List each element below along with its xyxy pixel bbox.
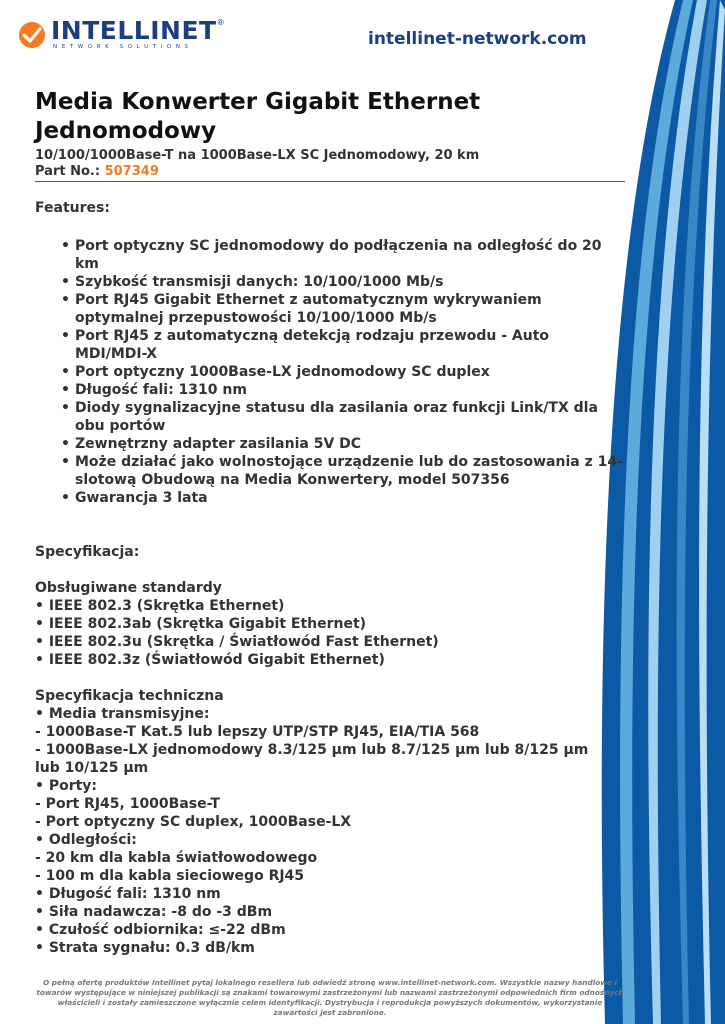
technical-spec-list [35, 705, 625, 957]
feature-text: Może działać jako wolnostojące urządzenie lub do zastosowania z 14-slotową Obudową na Media Konwertery, model 507356 [75, 454, 623, 488]
feature-text: Port optyczny 1000Base-LX jednomodowy SC duplex [75, 364, 490, 380]
technical-spec-item: - 1000Base-T Kat.5 lub lepszy UTP/STP RJ45, EIA/TIA 568 [35, 724, 480, 740]
technical-spec-item: • Odległości: [35, 832, 137, 848]
feature-item [61, 381, 625, 399]
standard-item: • IEEE 802.3 (Skrętka Ethernet) [35, 598, 285, 614]
footer-line: właścicieli i zostały zamieszczone wyłącznie celem identyfikacji. Dystrybucja i reprodukcja powyższych dokumentów, wykorzystanie [57, 998, 603, 1007]
feature-text: Zewnętrzny adapter zasilania 5V DC [75, 436, 362, 452]
footer-line: zawartości jest zabronione. [273, 1008, 387, 1017]
feature-text: Port RJ45 z automatyczną detekcją rodzaju przewodu - Auto MDI/MDI-X [75, 328, 550, 362]
feature-item [61, 273, 625, 291]
technical-spec-item: - 20 km dla kabla światłowodowego [35, 850, 318, 866]
technical-spec-item: lub 10/125 µm [35, 760, 149, 776]
technical-spec-item: • Porty: [35, 778, 98, 794]
footer-line: O pełną ofertę produktów Intellinet pytaj lokalnego resellera lub odwiedź stronę www.intellinet-network.com. Wszystkie nazwy handlowe i [43, 978, 617, 987]
features-heading: Features: [35, 200, 110, 216]
feature-item [61, 435, 625, 453]
part-number: 507349 [104, 164, 159, 179]
technical-spec-item: • Media transmisyjne: [35, 706, 210, 722]
part-number-line [35, 164, 625, 180]
site-url: intellinet-network.com [368, 29, 587, 49]
technical-heading: Specyfikacja techniczna [35, 688, 224, 704]
bullet-icon: • [61, 490, 70, 506]
bullet-icon: • [61, 328, 70, 344]
datasheet-content [35, 88, 625, 957]
standards-list [35, 597, 625, 669]
product-subtitle: 10/100/1000Base-T na 1000Base-LX SC Jednomodowy, 20 km [35, 148, 480, 163]
specs-heading: Specyfikacja: [35, 544, 140, 560]
legal-footer [30, 978, 630, 1018]
technical-spec-item: • Czułość odbiornika: ≤-22 dBm [35, 922, 286, 938]
technical-spec-item: - Port optyczny SC duplex, 1000Base-LX [35, 814, 352, 830]
bullet-icon: • [61, 292, 70, 308]
header-divider [35, 181, 625, 182]
feature-item [61, 327, 625, 363]
feature-item [61, 489, 625, 507]
standard-item: • IEEE 802.3u (Skrętka / Światłowód Fast Ethernet) [35, 634, 439, 650]
feature-item [61, 399, 625, 435]
feature-text: Port RJ45 Gigabit Ethernet z automatycznym wykrywaniem optymalnej przepustowości 10/100/1000 Mb/s [75, 292, 542, 326]
footer-line: towarów występujące w niniejszej publikacji są znakami towarowymi zastrzeżonymi lub nazwami zastrzeżonymi odpowiednich firm odnośnych [36, 988, 624, 997]
intellinet-logo-icon [18, 21, 46, 49]
bullet-icon: • [61, 382, 70, 398]
bullet-icon: • [61, 400, 70, 416]
feature-text: Długość fali: 1310 nm [75, 382, 247, 398]
feature-item [61, 291, 625, 327]
standard-item: • IEEE 802.3ab (Skrętka Gigabit Ethernet) [35, 616, 367, 632]
feature-item [61, 363, 625, 381]
intellinet-logo [18, 18, 225, 51]
logo-wordmark: INTELLINET [51, 16, 217, 45]
technical-spec-item: • Strata sygnału: 0.3 dB/km [35, 940, 255, 956]
standards-heading: Obsługiwane standardy [35, 580, 222, 596]
technical-spec-item: • Długość fali: 1310 nm [35, 886, 221, 902]
standard-item: • IEEE 802.3z (Światłowód Gigabit Ethernet) [35, 652, 385, 668]
feature-text: Port optyczny SC jednomodowy do podłączenia na odległość do 20 km [75, 238, 602, 272]
feature-item [61, 453, 625, 489]
bullet-icon: • [61, 436, 70, 452]
bullet-icon: • [61, 364, 70, 380]
feature-text: Diody sygnalizacyjne statusu dla zasilania oraz funkcji Link/TX dla obu portów [75, 400, 598, 434]
feature-text: Szybkość transmisji danych: 10/100/1000 Mb/s [75, 274, 444, 290]
bullet-icon: • [61, 274, 70, 290]
technical-spec-item: • Siła nadawcza: -8 do -3 dBm [35, 904, 273, 920]
product-title: Media Konwerter Gigabit Ethernet Jednomodowy [35, 89, 481, 144]
technical-spec-item: - Port RJ45, 1000Base-T [35, 796, 220, 812]
technical-spec-item: - 1000Base-LX jednomodowy 8.3/125 µm lub 8.7/125 µm lub 8/125 µm [35, 742, 589, 758]
registered-mark: ® [216, 18, 225, 27]
logo-tagline: NETWORK SOLUTIONS [53, 44, 193, 50]
feature-item [61, 237, 625, 273]
bullet-icon: • [61, 238, 70, 254]
technical-spec-item: - 100 m dla kabla sieciowego RJ45 [35, 868, 305, 884]
bullet-icon: • [61, 454, 70, 470]
features-list [35, 237, 625, 507]
part-number-label: Part No.: [35, 164, 101, 179]
feature-text: Gwarancja 3 lata [75, 490, 208, 506]
